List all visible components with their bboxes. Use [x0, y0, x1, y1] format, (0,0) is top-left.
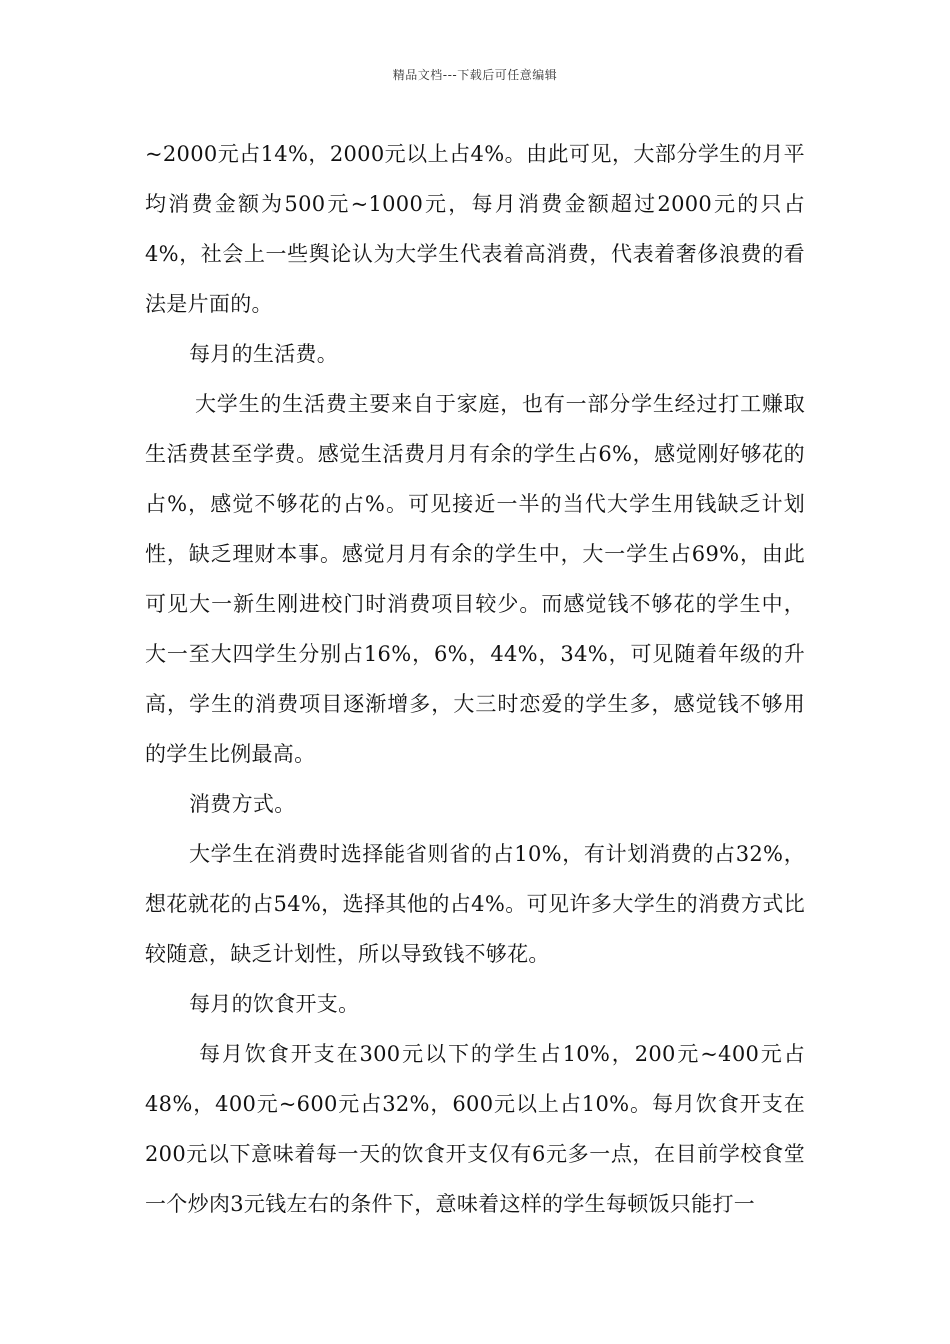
paragraph-consumption-method: 大学生在消费时选择能省则省的占10%，有计划消费的占32%，想花就花的占54%，选择其他的占4%。可见许多大学生的消费方式比较随意，缺乏计划性，所以导致钱不够花。 — [145, 842, 805, 966]
paragraph-consumption-amount: ~2000元占14%，2000元以上占4%。由此可见，大部分学生的月平均消费金额为500元~1000元，每月消费金额超过2000元的只占4%，社会上一些舆论认为大学生代表着高消费，代表着奢侈浪费的看法是片面的。 — [145, 142, 805, 316]
paragraph-living-expenses: 大学生的生活费主要来自于家庭，也有一部分学生经过打工赚取生活费甚至学费。感觉生活费月月有余的学生占6%，感觉刚好够花的占%，感觉不够花的占%。可见接近一半的当代大学生用钱缺乏计划性，缺乏理财本事。感觉月月有余的学生中，大一学生占69%，由此可见大一新生刚进校门时消费项目较少。而感觉钱不够花的学生中，大一至大四学生分别占16%，6%，44%，34%，可见随着年级的升高，学生的消费项目逐渐增多，大三时恋爱的学生多，感觉钱不够用的学生比例最高。 — [145, 392, 805, 766]
section-heading-living-expenses: 每月的生活费。 — [189, 342, 339, 366]
document-body — [145, 129, 805, 1229]
paragraph-food-expenses: 每月饮食开支在300元以下的学生占10%，200元~400元占48%，400元~600元占32%，600元以上占10%。每月饮食开支在200元以下意味着每一天的饮食开支仅有6元多一点，在目前学校食堂一个炒肉3元钱左右的条件下，意味着这样的学生每顿饭只能打一 — [145, 1042, 805, 1216]
section-heading-food-expenses: 每月的饮食开支。 — [189, 992, 360, 1016]
section-heading-consumption-method: 消费方式。 — [189, 792, 296, 816]
page-header: 精品文档---下载后可任意编辑 — [392, 68, 558, 82]
